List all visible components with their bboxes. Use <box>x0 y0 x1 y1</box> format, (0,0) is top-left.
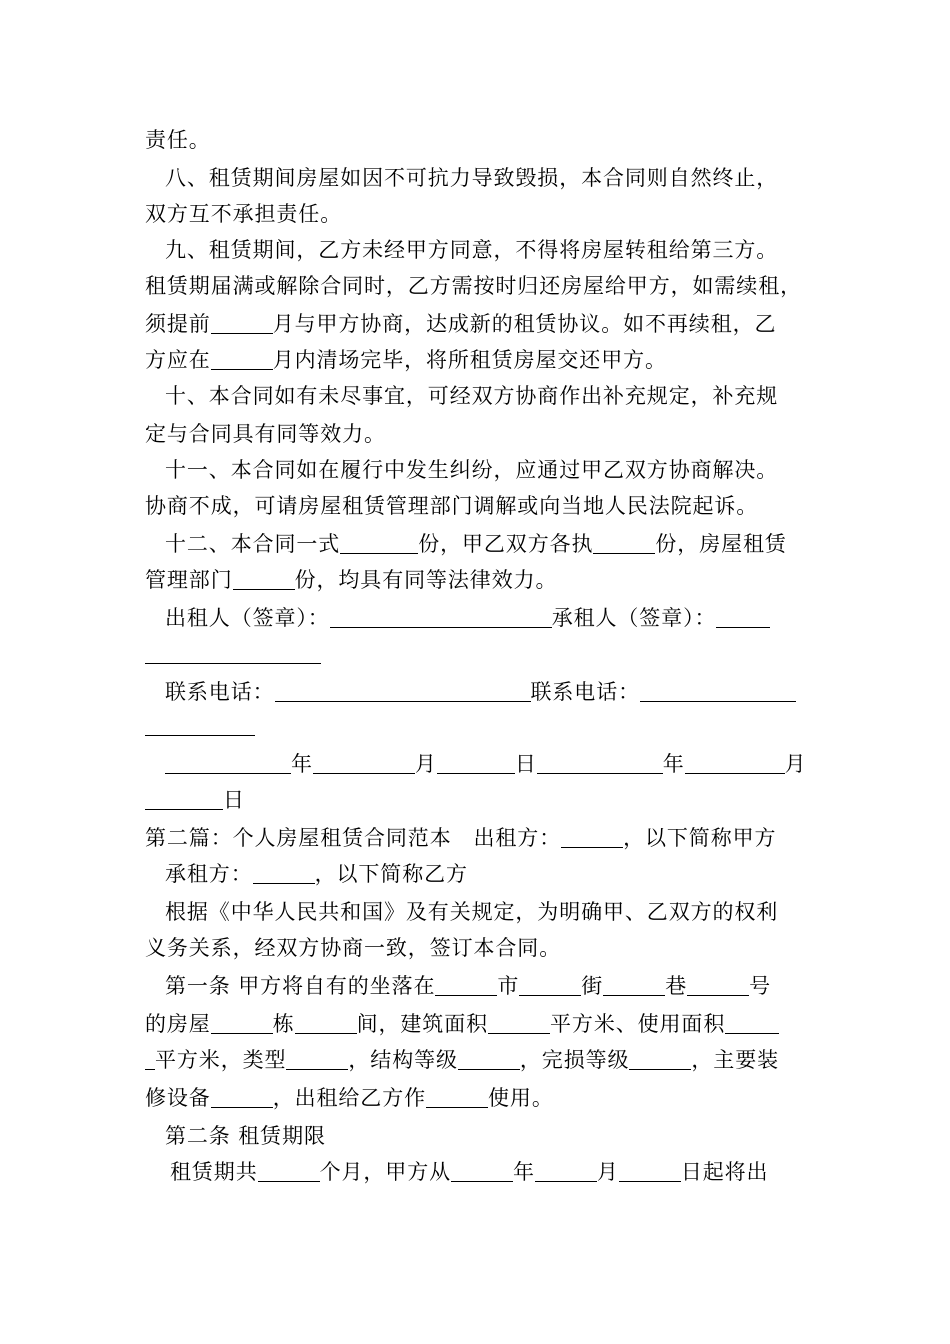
lessor-phone-field[interactable] <box>275 681 531 702</box>
text-line: 双方互不承担责任。 <box>145 202 343 226</box>
blank-field[interactable] <box>165 753 291 774</box>
blank-field[interactable] <box>537 753 663 774</box>
text-line: 管理部门 份，均具有同等法律效力。 <box>145 568 558 592</box>
blank-field[interactable] <box>535 1161 597 1182</box>
blank-field[interactable] <box>725 1013 779 1034</box>
text-line: 租赁期共 个月，甲方从 年 月 日起将出 <box>170 1160 769 1184</box>
blank-field[interactable] <box>253 863 315 884</box>
blank-field[interactable] <box>313 753 415 774</box>
text-line: 须提前 月与甲方协商，达成新的租赁协议。如不再续租，乙 <box>145 312 777 336</box>
blank-field[interactable] <box>340 533 418 554</box>
blank-field[interactable] <box>435 975 497 996</box>
text-line <box>145 640 815 668</box>
blank-field[interactable] <box>619 1161 681 1182</box>
date-line: 年 月 日 年 月 <box>165 750 835 778</box>
lessee-signature-field[interactable] <box>716 607 770 628</box>
blank-field[interactable] <box>211 1013 273 1034</box>
blank-field[interactable] <box>519 975 581 996</box>
blank-field[interactable] <box>437 753 515 774</box>
blank-field[interactable] <box>211 349 273 370</box>
blank-field[interactable] <box>603 975 665 996</box>
clause-12: 十二、本合同一式 份，甲乙双方各执 份，房屋租赁 <box>165 532 787 556</box>
text-line: 定与合同具有同等效力。 <box>145 422 386 446</box>
lessee-phone-field[interactable] <box>640 681 796 702</box>
blank-field[interactable] <box>295 1013 357 1034</box>
lessor-signature-field[interactable] <box>330 607 552 628</box>
phone-line: 联系电话： 联系电话： <box>165 678 835 706</box>
blank-field[interactable] <box>561 827 623 848</box>
blank-field[interactable] <box>258 1161 320 1182</box>
blank-field[interactable] <box>145 715 255 736</box>
text-line: 租赁期届满或解除合同时，乙方需按时归还房屋给甲方，如需续租， <box>145 274 802 298</box>
article-2-heading: 第二条 租赁期限 <box>165 1124 326 1148</box>
blank-field[interactable] <box>685 753 785 774</box>
blank-field[interactable] <box>286 1049 348 1070</box>
blank-field[interactable] <box>233 569 295 590</box>
blank-field[interactable] <box>145 1049 155 1070</box>
text-line <box>145 712 815 740</box>
text-line: 修设备 ，出租给乙方作 使用。 <box>145 1086 554 1110</box>
text-line: 平方米，类型 ，结构等级 ，完损等级 ，主要装 <box>145 1046 815 1074</box>
blank-field[interactable] <box>426 1087 488 1108</box>
blank-field[interactable] <box>451 1161 513 1182</box>
text-line: 的房屋 栋 间，建筑面积 平方米、使用面积 <box>145 1010 815 1038</box>
text-line: 日 <box>145 786 815 814</box>
text-line: 协商不成，可请房屋租赁管理部门调解或向当地人民法院起诉。 <box>145 494 759 518</box>
signature-line: 出租人（签章）： 承租人（签章）： <box>165 604 835 632</box>
blank-field[interactable] <box>593 533 655 554</box>
blank-field[interactable] <box>145 643 321 664</box>
blank-field[interactable] <box>488 1013 550 1034</box>
blank-field[interactable] <box>211 1087 273 1108</box>
clause-10: 十、本合同如有未尽事宜，可经双方协商作出补充规定，补充规 <box>165 384 779 408</box>
section-heading: 第二篇：个人房屋租赁合同范本 出租方： ，以下简称甲方 <box>145 826 777 850</box>
article-1: 第一条 甲方将自有的坐落在 市 街 巷 号 <box>165 974 771 998</box>
text-line: 责任。 <box>145 128 211 152</box>
blank-field[interactable] <box>458 1049 520 1070</box>
text-line: 方应在 月内清场完毕，将所租赁房屋交还甲方。 <box>145 348 667 372</box>
blank-field[interactable] <box>687 975 749 996</box>
blank-field[interactable] <box>145 789 223 810</box>
clause-9: 九、租赁期间，乙方未经甲方同意，不得将房屋转租给第三方。 <box>165 238 779 262</box>
blank-field[interactable] <box>211 313 273 334</box>
preamble: 根据《中华人民共和国》及有关规定，为明确甲、乙双方的权利 <box>165 900 779 924</box>
clause-8: 八、租赁期间房屋如因不可抗力导致毁损，本合同则自然终止， <box>165 166 779 190</box>
text-line: 承租方： ，以下简称乙方 <box>165 862 468 886</box>
clause-11: 十一、本合同如在履行中发生纠纷，应通过甲乙双方协商解决。 <box>165 458 779 482</box>
text-line: 义务关系，经双方协商一致，签订本合同。 <box>145 936 562 960</box>
blank-field[interactable] <box>629 1049 691 1070</box>
